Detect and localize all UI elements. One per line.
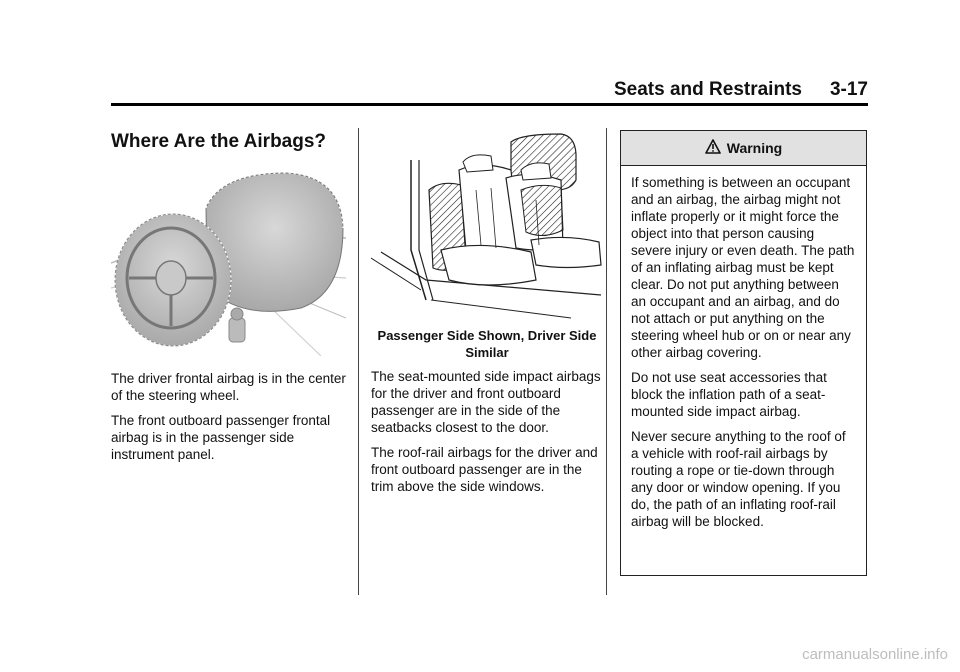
column-divider-2	[606, 128, 607, 595]
paragraph: The driver frontal airbag is in the center of the steering wheel.	[111, 371, 346, 403]
warning-header	[621, 131, 866, 166]
dashboard-airbag-illustration	[111, 168, 346, 356]
column-2-text	[371, 368, 605, 503]
page-number: 3-17	[829, 79, 868, 100]
paragraph: The seat-mounted side impact airbags for the driver and front outboard passenger are in the side of the seatbacks closest to the door.	[371, 369, 601, 435]
side-airbag-illustration	[371, 130, 603, 322]
warning-triangle-icon	[705, 139, 721, 157]
header-rule	[111, 103, 868, 106]
paragraph: Never secure anything to the roof of a vehicle with roof-rail airbags by routing a rope or tie-down through any door or window opening. If you do, the path of an inflating roof-rail airbag will be blocked.	[631, 429, 846, 529]
column-1-text	[111, 370, 346, 471]
paragraph: If something is between an occupant and an airbag, the airbag might not inflate properly or it might force the object into that person causing severe injury or even death. The path of an inflating airbag must be kept clear. Do not put anything between an occupant and an airbag, and do not attach or put anything on the steering wheel hub or on or near any other airbag covering.	[631, 175, 855, 360]
paragraph: The roof-rail airbags for the driver and front outboard passenger are in the trim above the side windows.	[371, 445, 598, 494]
column-divider-1	[358, 128, 359, 595]
paragraph: The front outboard passenger frontal airbag is in the passenger side instrument panel.	[111, 413, 331, 462]
page-header	[111, 78, 868, 102]
warning-body	[621, 166, 866, 530]
section-title: Seats and Restraints	[614, 79, 802, 100]
footer-watermark: carmanualsonline.info	[802, 646, 948, 663]
figure-caption: Passenger Side Shown, Driver Side Similar	[377, 328, 597, 360]
paragraph: Do not use seat accessories that block the inflation path of a seat-mounted side impact airbag.	[631, 370, 827, 419]
section-heading: Where Are the Airbags?	[111, 131, 327, 152]
warning-box	[620, 130, 867, 576]
warning-title: Warning	[726, 140, 783, 156]
